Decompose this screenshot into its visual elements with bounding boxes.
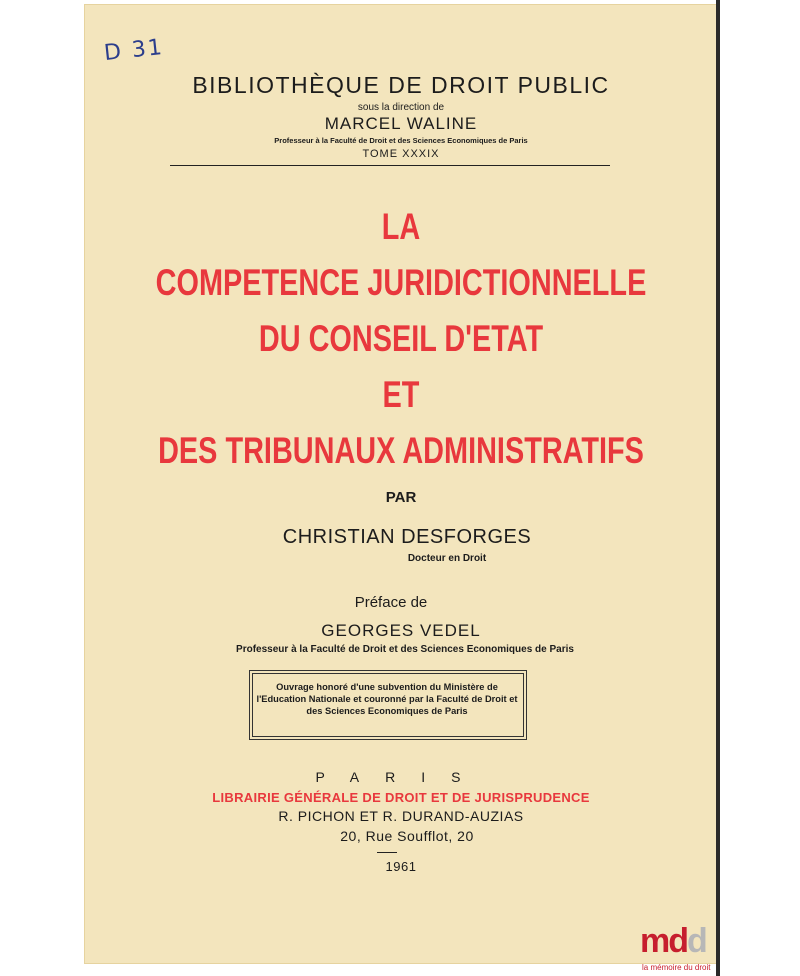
publication-year: 1961 <box>385 859 417 874</box>
title-line-3: DU CONSEIL D'ETAT <box>258 318 544 359</box>
director-name: MARCEL WALINE <box>324 114 478 133</box>
title-line-1: LA <box>381 206 421 247</box>
handwritten-annotation: D 31 <box>102 34 166 67</box>
director-title: Professeur à la Faculté de Droit et des Sciences Economiques de Paris <box>274 136 528 145</box>
direction-note: sous la direction de <box>357 102 445 113</box>
publisher-name: LIBRAIRIE GÉNÉRALE DE DROIT ET DE JURISPRUDENCE <box>212 790 590 805</box>
notice-text: Ouvrage honoré d'une subvention du Ministère de l'Education Nationale et couronné par la Faculté de Droit et des Sciences Economiques de Paris <box>256 682 518 716</box>
publisher-city: PARIS <box>315 769 487 785</box>
tome-number: TOME XXXIX <box>362 148 440 160</box>
logo-red-text: md <box>640 922 687 960</box>
author-title: Docteur en Droit <box>407 553 487 564</box>
site-logo <box>640 924 706 958</box>
title-line-2: COMPETENCE JURIDICTIONNELLE <box>155 262 647 303</box>
preface-author-title: Professeur à la Faculté de Droit et des Sciences Economiques de Paris <box>236 644 574 655</box>
year-divider <box>377 852 397 853</box>
title-line-5: DES TRIBUNAUX ADMINISTRATIFS <box>158 430 644 471</box>
publisher-owners: R. PICHON ET R. DURAND-AUZIAS <box>278 808 524 824</box>
author-name: CHRISTIAN DESFORGES <box>282 526 532 548</box>
preface-author: GEORGES VEDEL <box>321 621 481 640</box>
header-divider <box>170 165 610 166</box>
by-label: PAR <box>385 489 417 506</box>
preface-label: Préface de <box>354 594 428 611</box>
series-title: BIBLIOTHÈQUE DE DROIT PUBLIC <box>192 72 610 98</box>
publisher-address: 20, Rue Soufflot, 20 <box>340 828 474 844</box>
logo-grey-text: d <box>687 922 706 960</box>
logo-tagline: la mémoire du droit <box>642 963 711 972</box>
title-line-4: ET <box>382 374 420 415</box>
